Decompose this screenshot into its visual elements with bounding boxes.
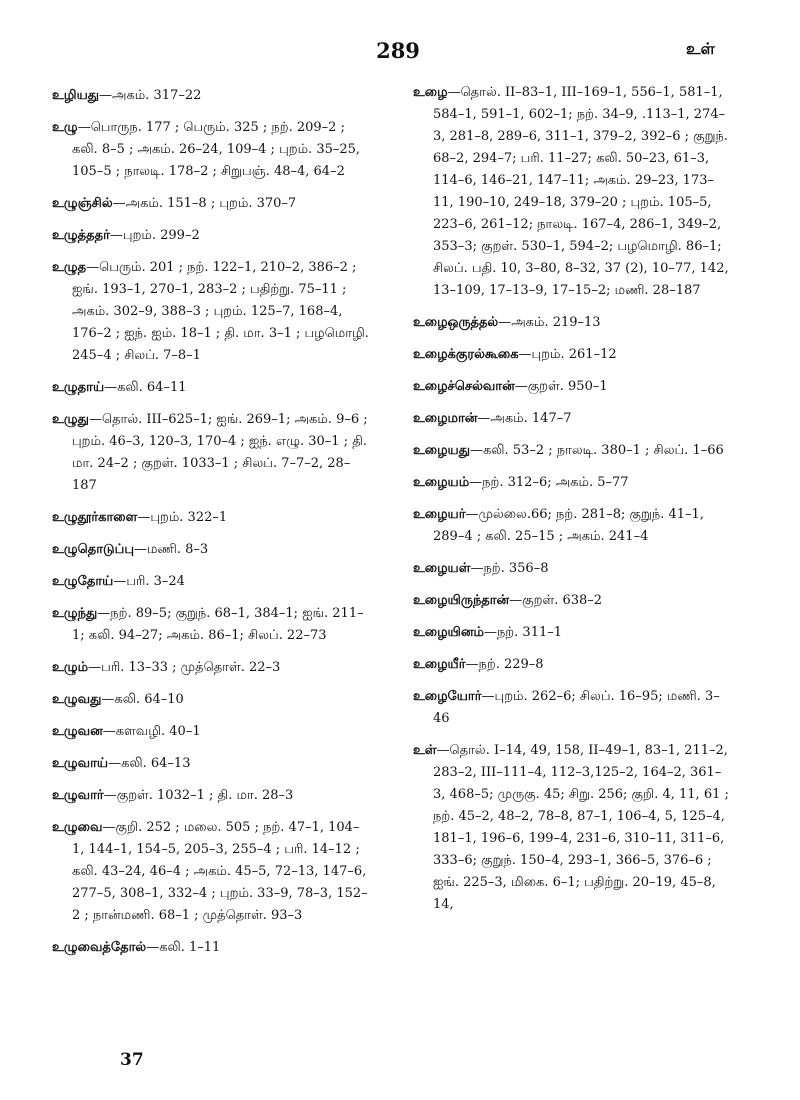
entry-references: —நற். 312–6; அகம். 5–77 — [469, 475, 629, 490]
entry-references: —அகம். 219–13 — [498, 315, 601, 330]
index-entry — [52, 721, 370, 743]
entry-headword: உழையோர் — [413, 689, 482, 704]
index-entry — [413, 504, 731, 548]
entry-references: —குறி. 252 ; மலை. 505 ; நற். 47–1, 104–1, 144–1, 154–5, 205–3, 255–4 ; பரி. 14–12 ; கலி. 43–24, 46–4 ; அகம். 45–5, 72–13, 147–6, 277–5, 308–1, 332–4 ; புறம். 33–9, 78–3, 152–2 ; நான்மணி. 68–1 ; முத்தொள். 93–3 — [72, 820, 368, 923]
index-entry — [413, 312, 731, 334]
entry-references: —புறம். 261–12 — [518, 347, 617, 362]
entry-headword: உழு — [52, 120, 78, 135]
entry-references: —தொல். III–625–1; ஐங். 269–1; அகம். 9–6 ; புறம். 46–3, 120–3, 170–4 ; ஐந். எழு. 30–1 ; தி. மா. 24–2 ; குறள். 1033–1 ; சிலப். 7–7–2, 28–187 — [72, 412, 368, 493]
index-entry — [52, 657, 370, 679]
entry-references: —முல்லை.66; நற். 281–8; குறுந். 41–1, 289–4 ; கலி. 25–15 ; அகம். 241–4 — [433, 507, 704, 544]
entry-headword: உழையள் — [413, 561, 471, 576]
index-entry — [413, 440, 731, 462]
entry-references: —புறம். 322–1 — [137, 510, 228, 525]
entry-headword: உழுத — [52, 260, 87, 275]
entry-headword: உழை — [413, 85, 448, 100]
index-entry — [52, 539, 370, 561]
entry-references: —தொல். I–14, 49, 158, II–49–1, 83–1, 211–2, 283–2, III–111–4, 112–3,125–2, 164–2, 361–3, 468–5; முருகு. 45; சிறு. 256; குறி. 4, 11, 61 ; நற். 45–2, 48–2, 78–8, 87–1, 106–4, 5, 125–4, 181–1, 196–6, 199–4, 231–6, 310–11, 311–6, 333–6; குறுந். 150–4, 293–1, 366–5, 376–6 ; ஐங். 225–3, மிகை. 6–1; பதிற்று. 20–19, 45–8, 14, — [433, 743, 729, 912]
index-entry — [52, 193, 370, 215]
entry-references: —குறள். 950–1 — [514, 379, 608, 394]
entry-references: —நற். 229–8 — [465, 657, 544, 672]
index-entry — [52, 225, 370, 247]
entry-headword: உழுது — [52, 412, 89, 427]
entry-references: —களவழி. 40–1 — [102, 724, 201, 739]
entry-headword: உழுஞ்சில் — [52, 196, 113, 211]
index-entry — [413, 376, 731, 398]
entry-headword: உழையீர் — [413, 657, 466, 672]
index-entry — [52, 937, 370, 959]
entry-references: —கலி. 64–10 — [101, 692, 184, 707]
entry-references: —கலி. 64–13 — [108, 756, 191, 771]
entry-headword: உழுதூர்காளை — [52, 510, 138, 525]
index-entry — [52, 377, 370, 399]
entry-references: —கலி. 1–11 — [146, 940, 221, 955]
entry-references: —பெரும். 201 ; நற். 122–1, 210–2, 386–2 ; ஐங். 193–1, 270–1, 283–2 ; பதிற்று. 75–11 ; அகம். 302–9, 388–3 ; புறம். 125–7, 168–4, 176–2 ; ஐந். ஐம். 18–1 ; தி. மா. 3–1 ; பழமொழி. 245–4 ; சிலப். 7–8–1 — [72, 260, 369, 363]
index-entry — [52, 753, 370, 775]
index-entry — [52, 603, 370, 647]
entry-headword: உழுவது — [52, 692, 102, 707]
entry-references: —நற். 356–8 — [470, 561, 549, 576]
entry-headword: உழைஒருத்தல் — [413, 315, 499, 330]
index-entry — [52, 85, 370, 107]
index-entry — [52, 785, 370, 807]
entry-references: —குறள். 638–2 — [509, 593, 603, 608]
index-entry — [413, 686, 731, 730]
entry-headword: உழுவைத்தோல் — [52, 940, 147, 955]
entry-references: —கலி. 53–2 ; நாலடி. 380–1 ; சிலப். 1–66 — [469, 443, 724, 458]
entry-headword: உள் — [413, 743, 437, 758]
index-entry — [52, 507, 370, 529]
entry-headword: உழையிருந்தான் — [413, 593, 510, 608]
entry-headword: உழுவார் — [52, 788, 104, 803]
entry-headword: உழுதொடுப்பு — [52, 542, 135, 557]
entry-headword: உழையது — [413, 443, 470, 458]
signature-folio: 37 — [120, 1050, 144, 1070]
right-column — [413, 82, 731, 926]
entry-headword: உழுவன — [52, 724, 103, 739]
index-entry — [413, 622, 731, 644]
entry-references: —பொருந. 177 ; பெரும். 325 ; நற். 209–2 ; கலி. 8–5 ; அகம். 26–24, 109–4 ; புறம். 35–25, 105–5 ; நாலடி. 178–2 ; சிறுபஞ். 48–4, 64–2 — [72, 120, 361, 179]
entry-headword: உழுந்து — [52, 606, 98, 621]
entry-references: —புறம். 299–2 — [109, 228, 200, 243]
entry-headword: உழும் — [52, 660, 89, 675]
entry-references: —கலி. 64–11 — [104, 380, 187, 395]
index-entry — [52, 257, 370, 367]
entry-headword: உழுவாய் — [52, 756, 109, 771]
entry-references: —நற். 311–1 — [483, 625, 563, 640]
page-number: 289 — [376, 38, 420, 63]
entry-references: —மணி. 8–3 — [134, 542, 209, 557]
left-column — [52, 85, 370, 969]
index-entry — [413, 472, 731, 494]
entry-references: —அகம். 151–8 ; புறம். 370–7 — [112, 196, 297, 211]
entry-headword: உழையர் — [413, 507, 466, 522]
index-entry — [413, 590, 731, 612]
entry-headword: உழுவை — [52, 820, 103, 835]
index-entry — [52, 817, 370, 927]
entry-references: —தொல். II–83–1, III–169–1, 556–1, 581–1, 584–1, 591–1, 602–1; நற். 34–9, .113–1, 274–3, 281–8, 289–6, 311–1, 379–2, 392–6 ; குறுந். 68–2, 294–7; பரி. 11–27; கலி. 50–23, 61–3, 114–6, 146–21, 147–11; அகம். 29–23, 173–11, 190–10, 249–18, 379–20 ; புறம். 105–5, 223–6, 261–12; நாலடி. 167–4, 286–1, 349–2, 353–3; குறள். 530–1, 594–2; பழமொழி. 86–1; சிலப். பதி. 10, 3–80, 8–32, 37 (2), 10–77, 142, 13–109, 17–13–9, 17–15–2; மணி. 28–187 — [433, 85, 729, 298]
entry-headword: உழைக்குரல்கூகை — [413, 347, 519, 362]
index-entry — [413, 82, 731, 302]
entry-headword: உழையினம் — [413, 625, 484, 640]
index-entry — [413, 344, 731, 366]
entry-headword: உழுதோய் — [52, 574, 114, 589]
running-head: உள் — [686, 39, 715, 58]
entry-references: —அகம். 147–7 — [477, 411, 572, 426]
index-entry — [52, 409, 370, 497]
entry-headword: உழுத்ததர் — [52, 228, 110, 243]
entry-references: —நற். 89–5; குறுந். 68–1, 384–1; ஐங். 211–1; கலி. 94–27; அகம். 86–1; சிலப். 22–73 — [72, 606, 364, 643]
index-entry — [52, 689, 370, 711]
index-entry — [52, 571, 370, 593]
entry-headword: உழியது — [52, 88, 100, 103]
entry-headword: உழுதாய் — [52, 380, 105, 395]
entry-references: —புறம். 262–6; சிலப். 16–95; மணி. 3–46 — [433, 689, 720, 726]
index-entry — [413, 740, 731, 916]
entry-references: —பரி. 3–24 — [113, 574, 185, 589]
entry-headword: உழைமான் — [413, 411, 478, 426]
entry-references: —குறள். 1032–1 ; தி. மா. 28–3 — [103, 788, 294, 803]
entry-headword: உழையம் — [413, 475, 470, 490]
entry-references: —அகம். 317–22 — [99, 88, 202, 103]
index-entry — [413, 408, 731, 430]
entry-headword: உழைச்செல்வான் — [413, 379, 515, 394]
index-entry — [52, 117, 370, 183]
index-entry — [413, 654, 731, 676]
entry-references: —பரி. 13–33 ; முத்தொள். 22–3 — [88, 660, 281, 675]
index-entry — [413, 558, 731, 580]
